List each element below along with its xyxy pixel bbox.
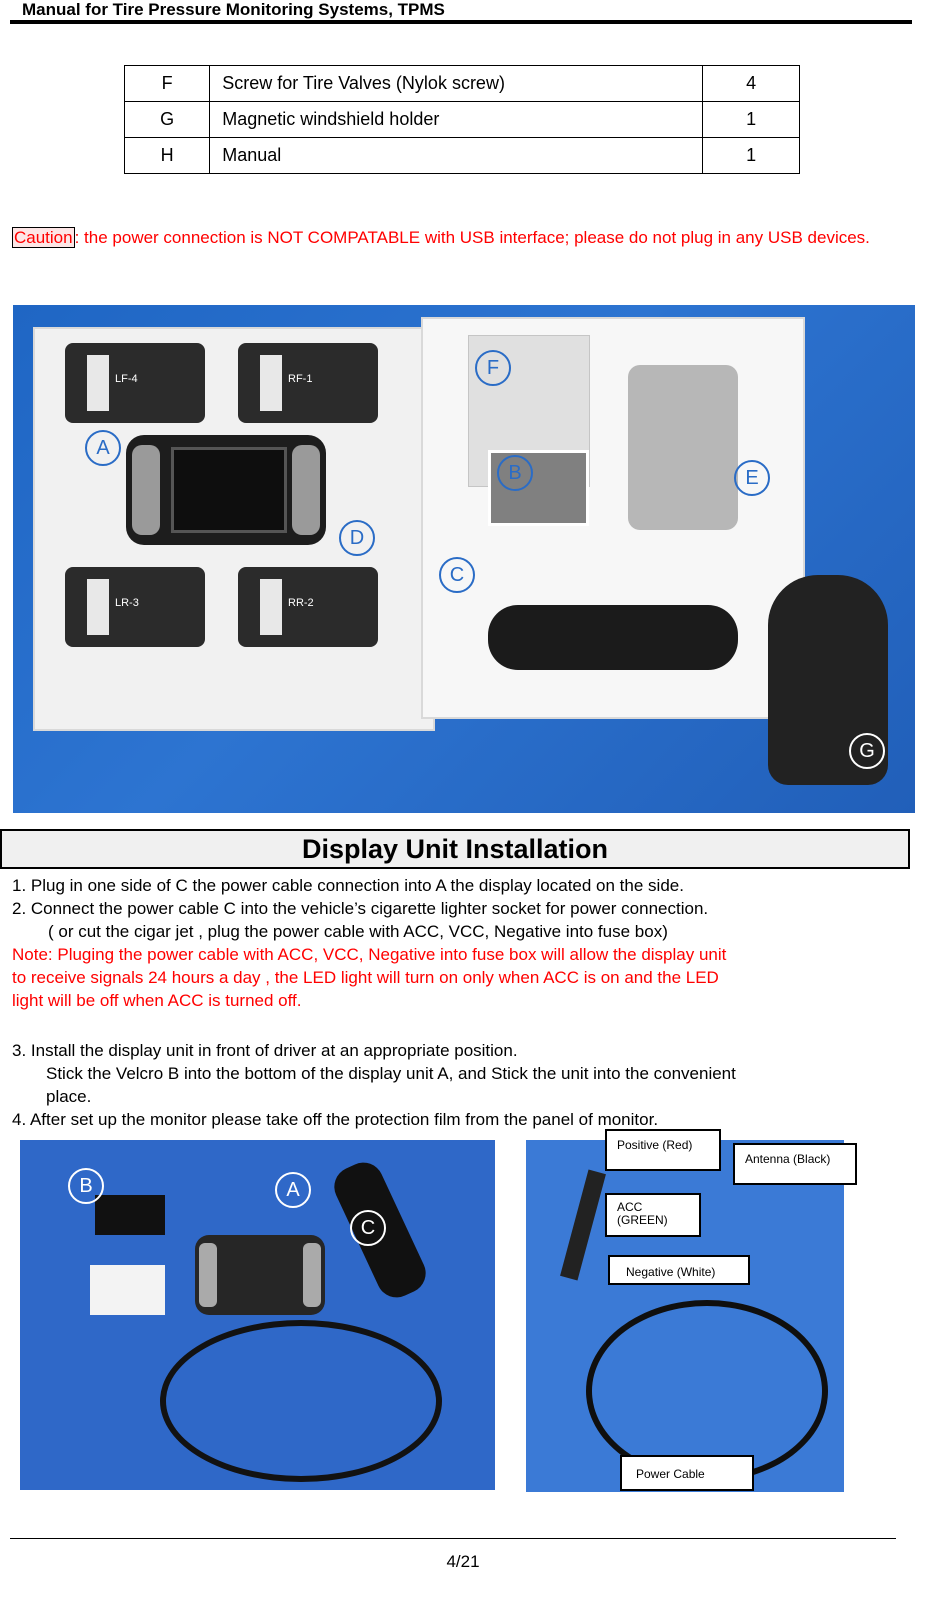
step-1: 1. Plug in one side of C the power cable connection into A the display located on the side.	[12, 876, 684, 895]
step-4: 4. After set up the monitor please take off the protection film from the panel of monitor.	[12, 1110, 659, 1129]
sensor-label-text: RR-2	[288, 597, 314, 609]
callout-antenna: Antenna (Black)	[733, 1143, 857, 1185]
step-3-detail: Stick the Velcro B into the bottom of the display unit A, and Stick the unit into the convenient	[46, 1064, 736, 1083]
sensor-label-text: LR-3	[115, 597, 139, 609]
caution-notice	[12, 225, 912, 250]
marker-f: F	[475, 350, 511, 386]
part-name: Magnetic windshield holder	[210, 102, 703, 138]
sensor-label-text: RF-1	[288, 373, 313, 385]
marker-a: A	[85, 430, 121, 466]
table-row	[125, 66, 800, 102]
sensor-lr	[65, 567, 205, 647]
velcro-strip	[95, 1195, 165, 1235]
note-line-2: to receive signals 24 hours a day , the LED light will turn on only when ACC is on and the LED	[12, 968, 719, 987]
sensor-label-text: LF-4	[115, 373, 138, 385]
marker-e: E	[734, 460, 770, 496]
display-unit	[126, 435, 326, 545]
callout-negative: Negative (White)	[608, 1255, 750, 1285]
marker-a: A	[275, 1172, 311, 1208]
callout-acc: ACC (GREEN)	[605, 1193, 701, 1237]
section-title: Display Unit Installation	[0, 829, 910, 869]
marker-g: G	[849, 733, 885, 769]
table-row	[125, 138, 800, 174]
display-kit-photo	[20, 1140, 495, 1490]
cable-connector	[560, 1170, 606, 1281]
part-qty: 4	[703, 66, 800, 102]
step-2: 2. Connect the power cable C into the vehicle’s cigarette lighter socket for power connection.	[12, 899, 709, 918]
part-name: Manual	[210, 138, 703, 174]
marker-c: C	[350, 1210, 386, 1246]
valve-caps	[628, 365, 738, 530]
cable-coil	[160, 1320, 442, 1482]
sensor-rr	[238, 567, 378, 647]
marker-b: B	[497, 455, 533, 491]
footer-rule	[10, 1538, 896, 1539]
sensor-rf	[238, 343, 378, 423]
part-code: G	[125, 102, 210, 138]
monitor-grip	[132, 445, 160, 535]
step-3: 3. Install the display unit in front of driver at an appropriate position.	[12, 1041, 518, 1060]
kit-contents-photo	[13, 305, 915, 813]
sensor-label	[87, 579, 109, 635]
monitor-screen	[171, 447, 287, 533]
monitor-grip	[199, 1243, 217, 1307]
sensor-label	[260, 355, 282, 411]
caution-label: Caution	[14, 228, 73, 247]
part-qty: 1	[703, 138, 800, 174]
page-header-title: Manual for Tire Pressure Monitoring Systems, TPMS	[22, 0, 445, 19]
power-cable	[488, 605, 738, 670]
note-line-3: light will be off when ACC is turned off.	[12, 991, 302, 1010]
parts-table	[124, 65, 800, 174]
step-3-detail-2: place.	[46, 1087, 92, 1106]
note-line-1: Note: Pluging the power cable with ACC, VCC, Negative into fuse box will allow the display unit	[12, 945, 727, 964]
part-qty: 1	[703, 102, 800, 138]
marker-c: C	[439, 557, 475, 593]
sensor-label	[260, 579, 282, 635]
caution-text: : the power connection is NOT COMPATABLE with USB interface; please do not plug in any USB devices.	[74, 228, 870, 247]
part-code: H	[125, 138, 210, 174]
table-row	[125, 102, 800, 138]
sensor-lf	[65, 343, 205, 423]
page-number: 4/21	[446, 1552, 480, 1571]
monitor-grip	[303, 1243, 321, 1307]
monitor-grip	[292, 445, 320, 535]
callout-power-cable: Power Cable	[620, 1455, 754, 1491]
adhesive-pad	[90, 1265, 165, 1315]
part-name: Screw for Tire Valves (Nylok screw)	[210, 66, 703, 102]
part-code: F	[125, 66, 210, 102]
header-rule	[10, 20, 912, 24]
sensor-label	[87, 355, 109, 411]
display-unit	[195, 1235, 325, 1315]
marker-b: B	[68, 1168, 104, 1204]
callout-positive: Positive (Red)	[605, 1129, 721, 1171]
step-2-detail: ( or cut the cigar jet , plug the power cable with ACC, VCC, Negative into fuse box)	[48, 922, 668, 941]
marker-d: D	[339, 520, 375, 556]
